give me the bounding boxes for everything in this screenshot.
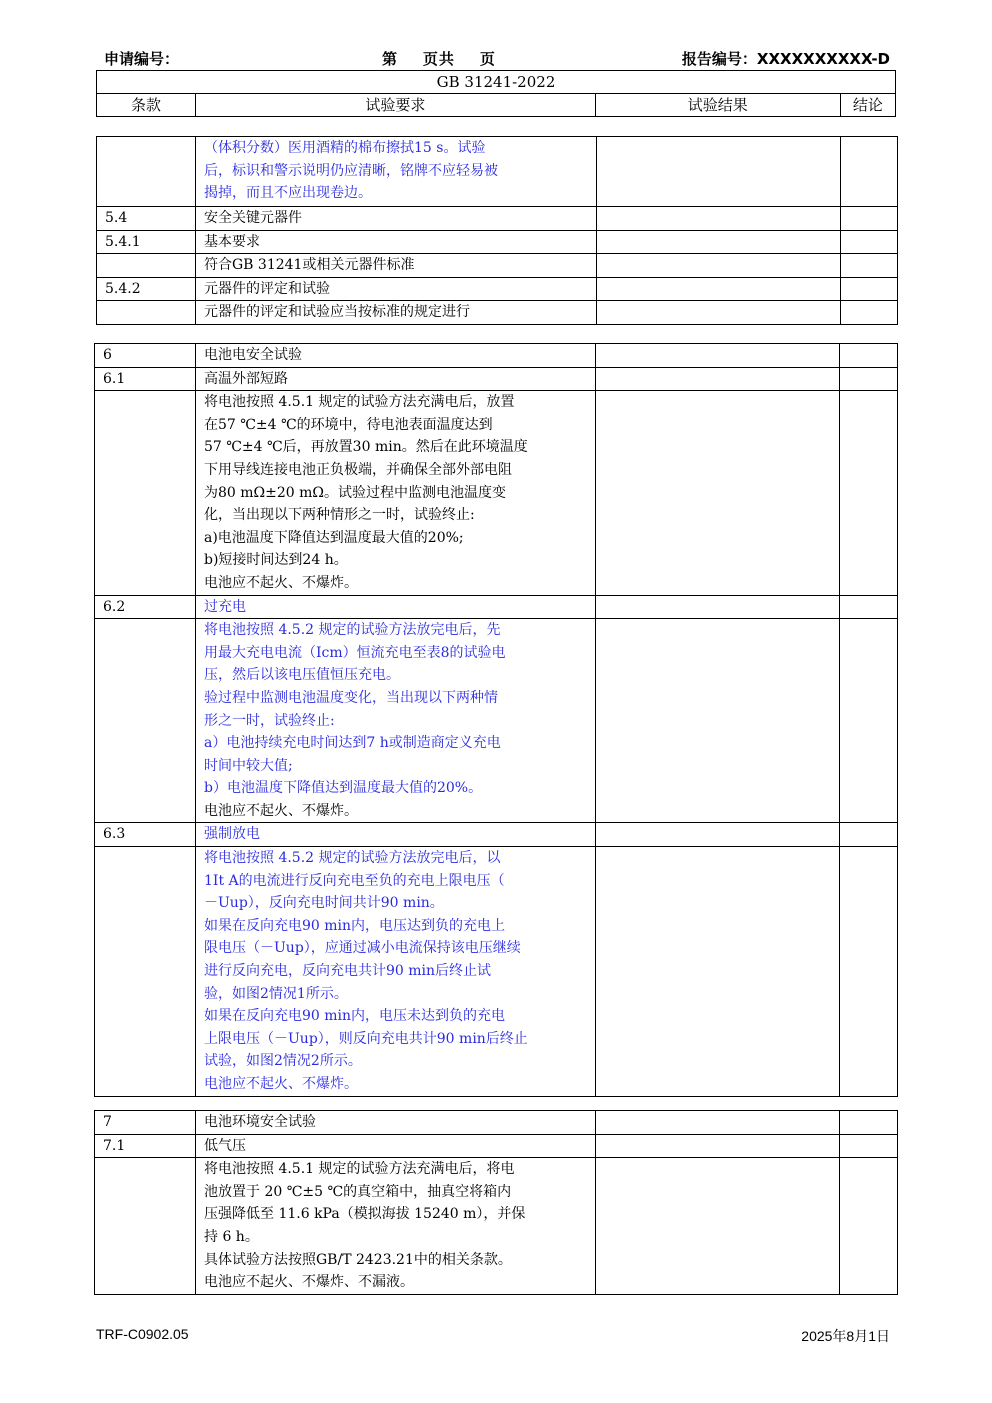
text-line: 电池应不起火、不爆炸。 [204, 1076, 358, 1092]
result-cell [596, 619, 840, 823]
header-table [96, 70, 896, 117]
footer-date: 2025年8月1日 [801, 1328, 890, 1344]
clause-cell [97, 137, 196, 207]
text-line: 上限电压（－Uup），则反向充电共计90 min后终止 [204, 1030, 528, 1047]
clause-cell: 6 [95, 344, 196, 368]
verdict-cell [841, 230, 898, 254]
text-line: 池放置于 20 ℃±5 ℃的真空箱中，抽真空将箱内 [204, 1183, 512, 1200]
clause-cell: 5.4.2 [97, 277, 196, 301]
page-label-2: 页共 [422, 50, 455, 68]
requirement-cell: 元器件的评定和试验应当按标准的规定进行 [196, 301, 597, 325]
section5-table [96, 136, 898, 325]
text-line: （体积分数）医用酒精的棉布擦拭15 s。试验 [204, 140, 486, 156]
text-line: 压，然后以该电压值恒压充电。 [204, 667, 400, 684]
clause-cell: 6.3 [95, 823, 196, 847]
clause-cell: 7.1 [95, 1134, 196, 1158]
text-line: 将电池按照 4.5.2 规定的试验方法放完电后，以 [204, 850, 501, 867]
clause-cell: 7 [95, 1111, 196, 1135]
result-cell [596, 344, 840, 368]
verdict-cell [841, 207, 898, 231]
clause-cell [97, 301, 196, 325]
text-line: 如果在反向充电90 min内，电压达到负的充电上 [204, 917, 506, 934]
verdict-cell [840, 1158, 898, 1295]
text-line: 电池应不起火、不爆炸。 [204, 802, 358, 819]
form-number: TRF-C0902.05 [96, 1326, 189, 1342]
report-number-label: 报告编号：XXXXXXXXXX-D [681, 50, 890, 68]
verdict-cell [840, 344, 898, 368]
text-line: a)电池温度下降值达到温度最大值的20%; [204, 529, 464, 546]
text-line: 压强降低至 11.6 kPa（模拟海拔 15240 m），并保 [204, 1206, 526, 1223]
requirement-cell: 安全关键元器件 [196, 207, 597, 231]
requirement-cell: 符合GB 31241或相关元器件标准 [196, 254, 597, 278]
text-line: 化，当出现以下两种情形之一时，试验终止: [204, 507, 475, 524]
requirement-cell [196, 847, 596, 1097]
requirement-cell [196, 137, 597, 207]
clause-cell [95, 1158, 196, 1295]
clause-cell [95, 391, 196, 595]
text-line: 限电压（－Uup），应通过减小电流保持该电压继续 [204, 940, 521, 957]
clause-cell [95, 847, 196, 1097]
text-line: 电池应不起火、不爆炸、不漏液。 [204, 1274, 414, 1291]
col-clause: 条款 [97, 94, 196, 117]
col-requirement: 试验要求 [196, 94, 595, 117]
verdict-cell [840, 823, 898, 847]
verdict-cell [840, 595, 898, 619]
text-line: 用最大充电电流（Icm）恒流充电至表8的试验电 [204, 644, 506, 661]
requirement-cell: 元器件的评定和试验 [196, 277, 597, 301]
verdict-cell [840, 1111, 898, 1135]
result-cell [597, 230, 841, 254]
clause-cell [97, 254, 196, 278]
result-cell [597, 301, 841, 325]
standard-title: GB 31241-2022 [97, 71, 896, 94]
requirement-cell: 强制放电 [196, 823, 596, 847]
requirement-cell [196, 391, 596, 595]
result-cell [597, 254, 841, 278]
section7-table [94, 1110, 898, 1295]
text-line: 具体试验方法按照GB/T 2423.21中的相关条款。 [204, 1251, 512, 1268]
text-line: 电池应不起火、不爆炸。 [204, 574, 358, 591]
verdict-cell [840, 847, 898, 1097]
result-cell [596, 847, 840, 1097]
clause-cell: 6.1 [95, 367, 196, 391]
text-line: 验过程中监测电池温度变化，当出现以下两种情 [204, 689, 498, 706]
text-line: －Uup），反向充电时间共计90 min。 [204, 895, 444, 912]
requirement-cell [196, 619, 596, 823]
text-line: 进行反向充电，反向充电共计90 min后终止试 [204, 963, 492, 980]
requirement-cell: 电池电安全试验 [196, 344, 596, 368]
text-line: 形之一时，试验终止: [204, 712, 335, 729]
text-line: a）电池持续充电时间达到7 h或制造商定义充电 [204, 735, 501, 752]
col-verdict: 结论 [840, 94, 895, 117]
text-line: 在57 ℃±4 ℃的环境中，待电池表面温度达到 [204, 416, 493, 433]
text-line: 将电池按照 4.5.2 规定的试验方法放完电后，先 [204, 622, 501, 639]
result-cell [596, 595, 840, 619]
result-cell [597, 277, 841, 301]
text-line: 揭掉，而且不应出现卷边。 [204, 185, 372, 202]
requirement-cell [196, 1158, 596, 1295]
result-cell [596, 1111, 840, 1135]
page-label-3: 页 [479, 50, 496, 68]
verdict-cell [840, 367, 898, 391]
text-line: 持 6 h。 [204, 1228, 259, 1245]
result-cell [596, 367, 840, 391]
result-cell [596, 391, 840, 595]
clause-cell: 5.4 [97, 207, 196, 231]
clause-cell: 6.2 [95, 595, 196, 619]
text-line: 下用导线连接电池正负极端，并确保全部外部电阻 [204, 461, 512, 478]
col-result: 试验结果 [595, 94, 840, 117]
requirement-cell: 低气压 [196, 1134, 596, 1158]
requirement-cell: 高温外部短路 [196, 367, 596, 391]
text-line: 试验，如图2情况2所示。 [204, 1053, 362, 1070]
text-line: b）电池温度下降值达到温度最大值的20%。 [204, 780, 483, 797]
verdict-cell [841, 254, 898, 278]
page-indicator [382, 48, 496, 70]
verdict-cell [840, 391, 898, 595]
text-line: 为80 mΩ±20 mΩ。试验过程中监测电池温度变 [204, 484, 507, 501]
clause-cell [95, 619, 196, 823]
text-line: b)短接时间达到24 h。 [204, 552, 348, 569]
verdict-cell [840, 1134, 898, 1158]
clause-cell: 5.4.1 [97, 230, 196, 254]
page-label-1: 第 [382, 50, 399, 68]
text-line: 将电池按照 4.5.1 规定的试验方法充满电后，放置 [204, 394, 515, 411]
application-number-label: 申请编号： [104, 50, 180, 68]
verdict-cell [841, 137, 898, 207]
result-cell [596, 1158, 840, 1295]
section6-table [94, 343, 898, 1097]
text-line: 时间中较大值; [204, 757, 293, 774]
text-line: 如果在反向充电90 min内，电压未达到负的充电 [204, 1008, 506, 1025]
requirement-cell: 过充电 [196, 595, 596, 619]
text-line: 后，标识和警示说明仍应清晰，铭牌不应轻易被 [204, 162, 498, 179]
text-line: 1It A的电流进行反向充电至负的充电上限电压（ [204, 872, 505, 889]
verdict-cell [841, 277, 898, 301]
requirement-cell: 电池环境安全试验 [196, 1111, 596, 1135]
result-cell [596, 1134, 840, 1158]
text-line: 57 ℃±4 ℃后，再放置30 min。然后在此环境温度 [204, 439, 528, 456]
text-line: 将电池按照 4.5.1 规定的试验方法充满电后，将电 [204, 1161, 515, 1178]
verdict-cell [840, 619, 898, 823]
result-cell [597, 137, 841, 207]
requirement-cell: 基本要求 [196, 230, 597, 254]
result-cell [596, 823, 840, 847]
verdict-cell [841, 301, 898, 325]
text-line: 验，如图2情况1所示。 [204, 985, 348, 1002]
result-cell [597, 207, 841, 231]
